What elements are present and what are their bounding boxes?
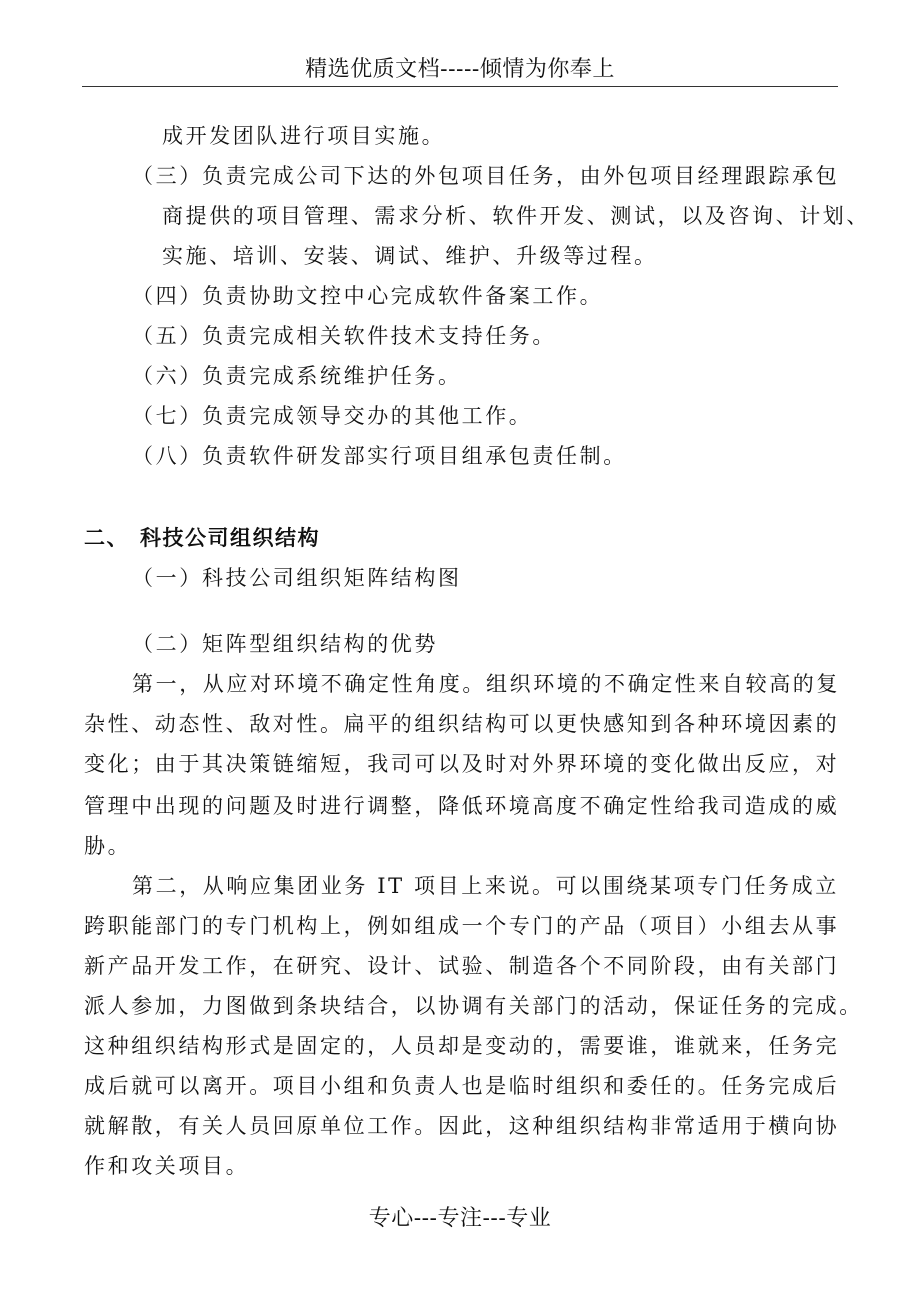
list-item (132, 282, 603, 310)
header-divider (82, 86, 838, 87)
list-item-number: （三） (132, 164, 203, 188)
paragraph-line: 派人参加，力图做到条块结合，以协调有关部门的活动，保证任务的完成。 (84, 994, 863, 1018)
list-item-text: 负责协助文控中心完成软件备案工作。 (202, 284, 604, 308)
list-item-number: （八） (132, 444, 203, 468)
list-item (132, 162, 839, 190)
page-header: 精选优质文档-----倾情为你奉上 (305, 57, 615, 82)
list-item-text: 负责完成相关软件技术支持任务。 (202, 324, 556, 348)
list-item-number: （四） (132, 284, 203, 308)
paragraph-line: 第一，从应对环境不确定性角度。组织环境的不确定性来自较高的复 (132, 672, 840, 696)
paragraph-line: 成后就可以离开。项目小组和负责人也是临时组织和委任的。任务完成后 (84, 1074, 840, 1098)
list-item-text: 商提供的项目管理、需求分析、软件开发、测试，以及咨询、计划、 (162, 204, 870, 228)
paragraph-line: 作和攻关项目。 (84, 1154, 250, 1178)
section-heading (84, 524, 320, 552)
paragraph-line: 变化；由于其决策链缩短，我司可以及时对外界环境的变化做出反应，对 (84, 752, 840, 776)
subsection-number: （二） (132, 632, 203, 656)
subsection-item (132, 564, 462, 592)
paragraph-line: 跨职能部门的专门机构上，例如组成一个专门的产品（项目）小组去从事 (84, 914, 840, 938)
list-item-text: 负责完成领导交办的其他工作。 (202, 404, 533, 428)
paragraph-line: 就解散，有关人员回原单位工作。因此，这种组织结构非常适用于横向协 (84, 1114, 840, 1138)
subsection-title: 科技公司组织矩阵结构图 (202, 566, 462, 590)
continuation-line: 成开发团队进行项目实施。 (162, 124, 446, 148)
list-item-text: 实施、培训、安装、调试、维护、升级等过程。 (162, 244, 658, 268)
list-item-number: （七） (132, 404, 203, 428)
subsection-number: （一） (132, 566, 203, 590)
list-item-text: 负责软件研发部实行项目组承包责任制。 (202, 444, 627, 468)
subsection-title: 矩阵型组织结构的优势 (202, 632, 438, 656)
list-item (132, 362, 462, 390)
paragraph-line: 第二，从响应集团业务 IT 项目上来说。可以围绕某项专门任务成立 (132, 874, 839, 898)
list-item-text: 负责完成公司下达的外包项目任务，由外包项目经理跟踪承包 (202, 164, 840, 188)
section-heading-title: 科技公司组织结构 (140, 525, 320, 550)
page-footer: 专心---专注---专业 (368, 1206, 552, 1231)
paragraph-line: 胁。 (84, 834, 132, 858)
list-item-text: 负责完成系统维护任务。 (202, 364, 462, 388)
paragraph-line: 管理中出现的问题及时进行调整，降低环境高度不确定性给我司造成的威 (84, 794, 840, 818)
section-heading-number: 二、 (84, 525, 129, 550)
paragraph-line: 新产品开发工作，在研究、设计、试验、制造各个不同阶段，由有关部门 (84, 954, 840, 978)
paragraph-line: 杂性、动态性、敌对性。扁平的组织结构可以更快感知到各种环境因素的 (84, 712, 840, 736)
paragraph-line: 这种组织结构形式是固定的，人员却是变动的，需要谁，谁就来，任务完 (84, 1034, 840, 1058)
subsection-item (132, 630, 438, 658)
list-item (132, 442, 627, 470)
list-item (132, 402, 532, 430)
list-item (132, 322, 556, 350)
list-item-number: （五） (132, 324, 203, 348)
list-item-number: （六） (132, 364, 203, 388)
